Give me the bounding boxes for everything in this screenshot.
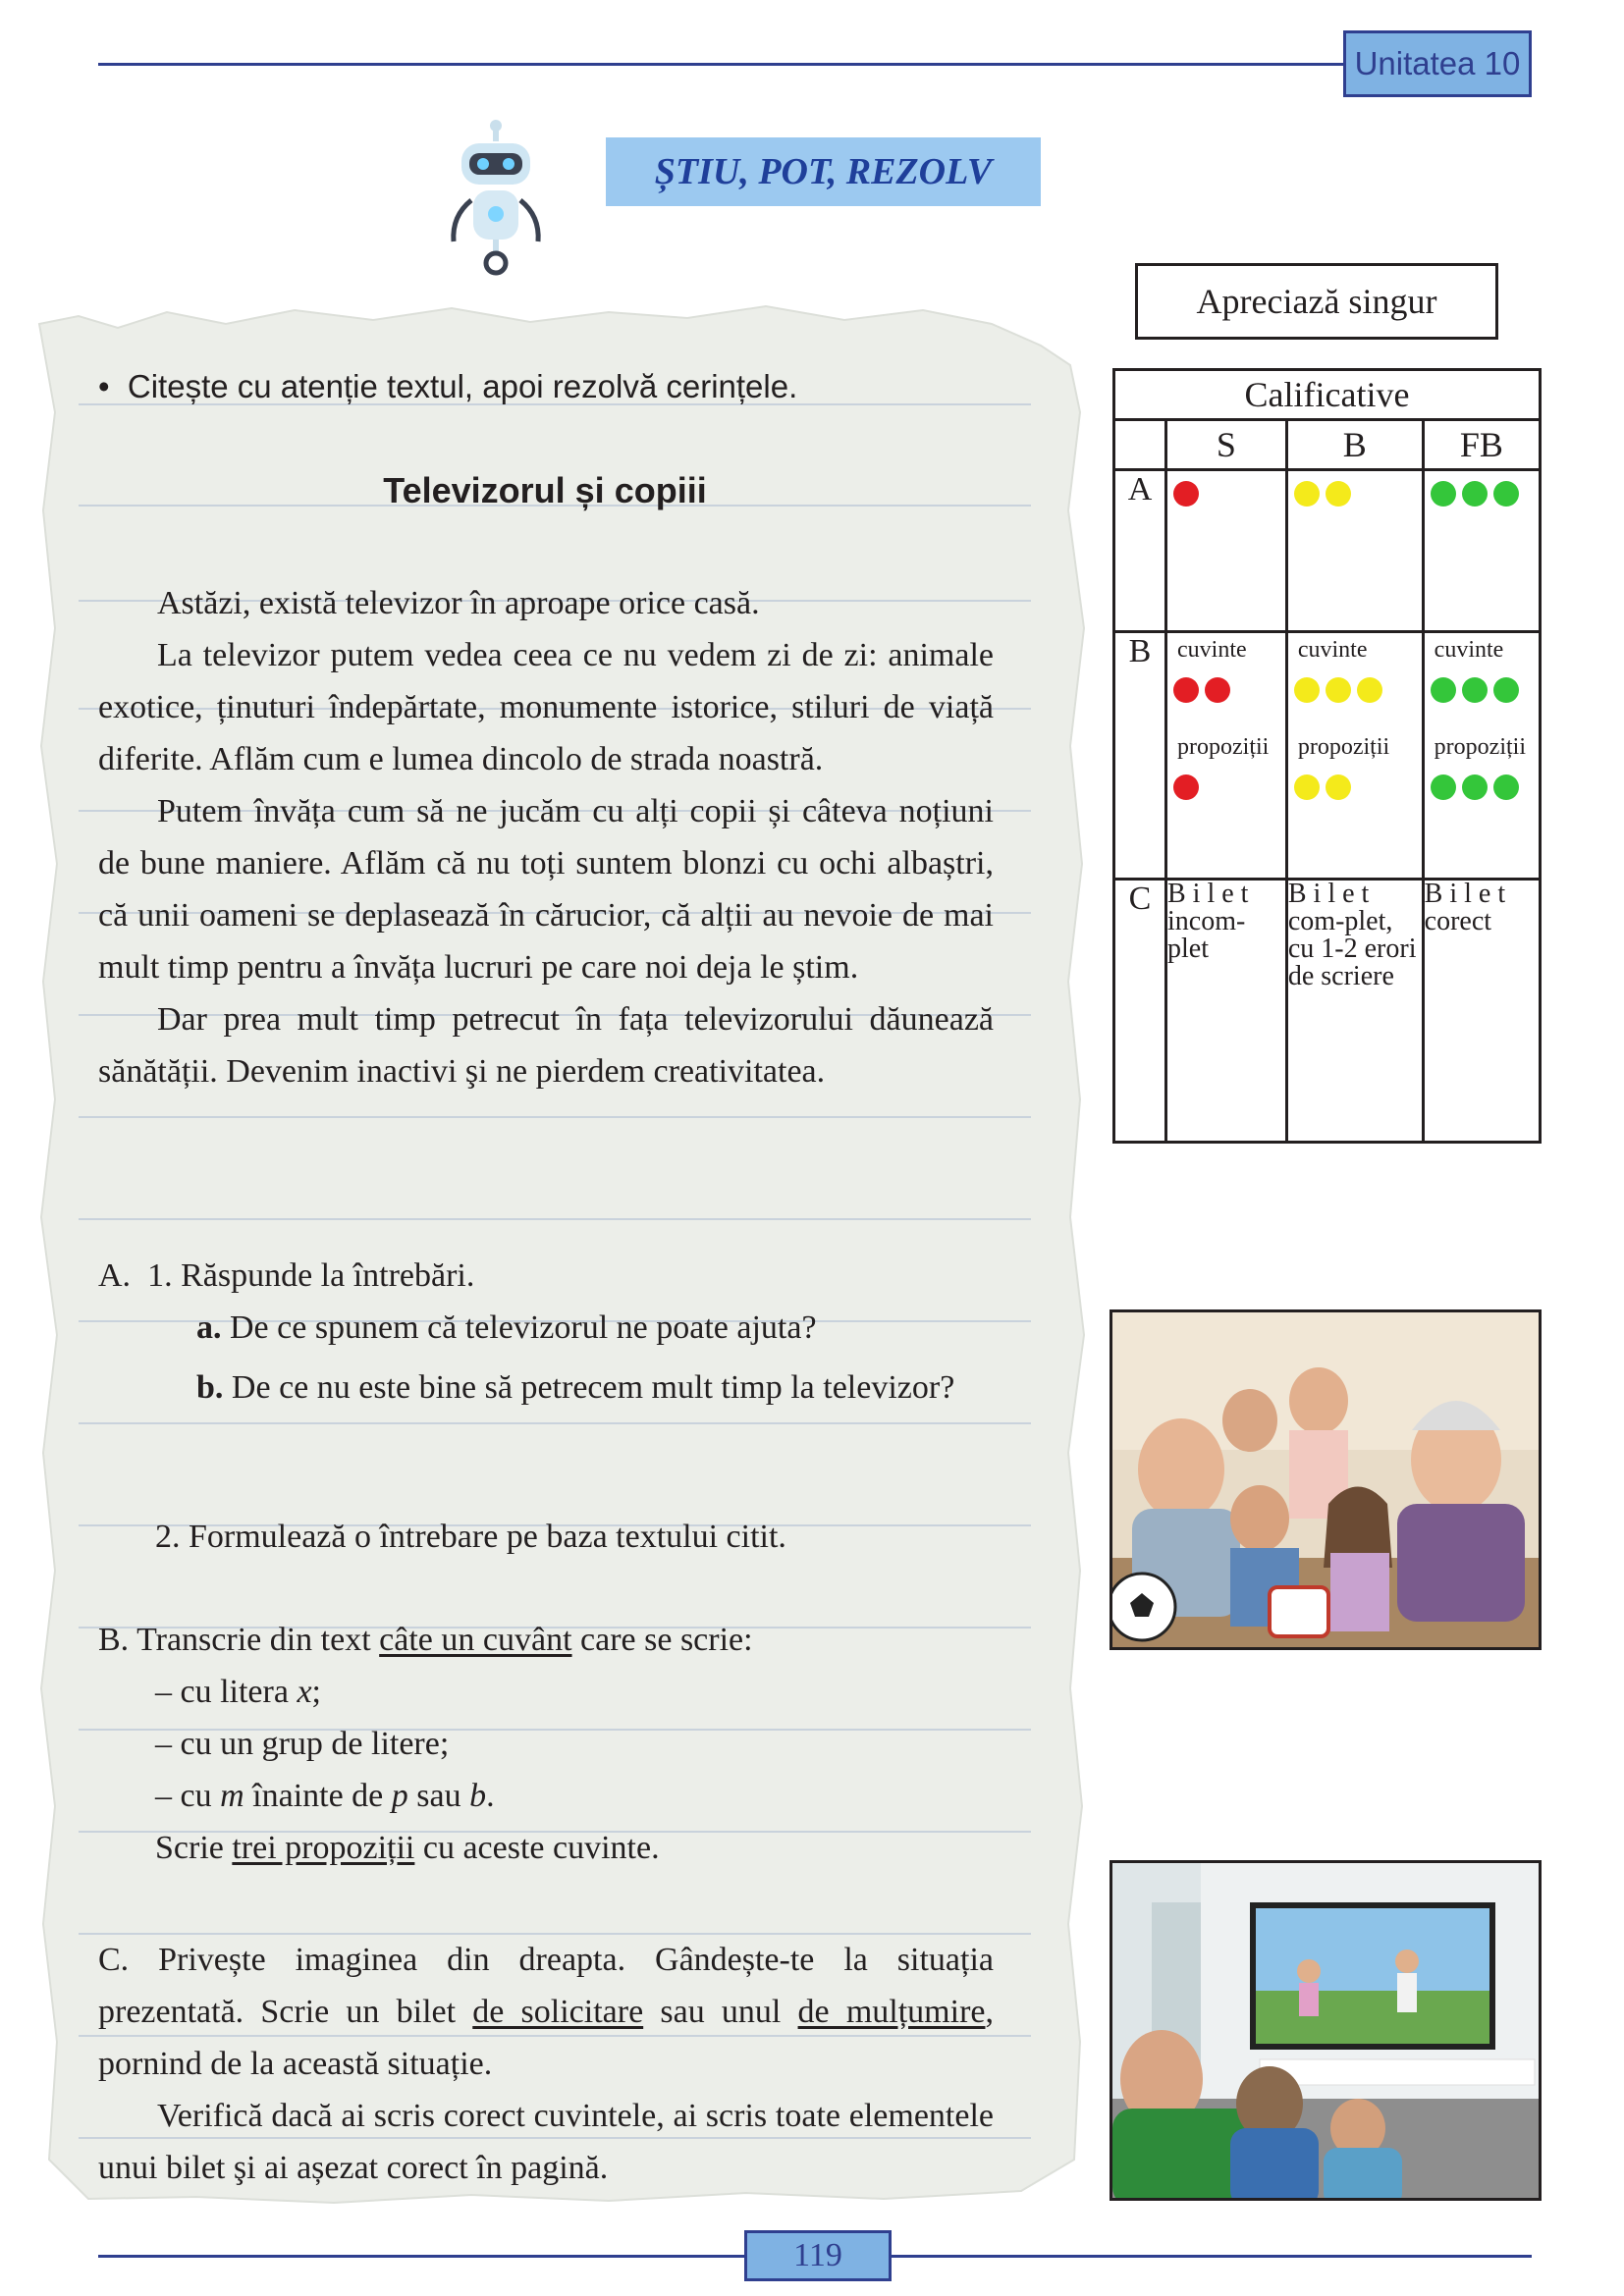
page-number: 119 — [744, 2230, 892, 2281]
green-dot — [1462, 774, 1488, 800]
task-a1a-label: a. — [196, 1309, 222, 1346]
footer-rule-right — [890, 2255, 1532, 2258]
task-b-item3-m: m — [220, 1778, 244, 1814]
row-c-label: C — [1114, 880, 1166, 1143]
row-b-label: B — [1114, 632, 1166, 880]
task-b-item-3 — [155, 1778, 495, 1815]
green-dot — [1431, 774, 1456, 800]
task-b-item3-sau: sau — [407, 1778, 470, 1814]
yellow-dot — [1357, 677, 1382, 703]
red-dot — [1173, 481, 1199, 507]
section-title: ȘTIU, POT, REZOLV — [606, 137, 1041, 206]
words-label: cuvinte — [1297, 637, 1368, 663]
row-a-b — [1286, 470, 1423, 632]
corner-cell — [1114, 420, 1166, 470]
task-b — [98, 1622, 753, 1659]
sentences-label: propoziții — [1434, 734, 1526, 760]
footer-rule-left — [98, 2255, 746, 2258]
grading-table — [1112, 368, 1542, 1144]
task-a-1a — [196, 1309, 817, 1347]
story-paragraph: Astăzi, există televizor în aproape orice casă. — [157, 585, 760, 621]
task-b-item1-letter: x — [297, 1674, 312, 1710]
row-a-label: A — [1114, 470, 1166, 632]
task-b-item-1 — [155, 1674, 321, 1711]
task-b-item3-pre: – cu — [155, 1778, 221, 1814]
task-b-item3-end: . — [486, 1778, 495, 1814]
task-c-check: Verifică dacă ai scris corect cuvintele, ai scris toate elementele unui bilet şi ai așezat corect în pagină. — [98, 2098, 994, 2186]
green-dot — [1431, 481, 1456, 507]
story-paragraph: La televizor putem vedea ceea ce nu vedem zi de zi: animale exotice, ținuturi îndepărtate, monumente istorice, stiluri de viață diferite. Aflăm cum e lumea dincolo de strada noastră. — [98, 637, 994, 777]
task-b-item1-post: ; — [311, 1674, 321, 1710]
green-dot — [1431, 677, 1456, 703]
task-c-underlined-2: de mulțumire — [797, 1994, 986, 2030]
words-label: cuvinte — [1177, 637, 1247, 663]
row-b-s — [1166, 632, 1287, 880]
sentences-label: propoziții — [1297, 734, 1390, 760]
col-b: B — [1286, 420, 1423, 470]
task-a1b-label: b. — [196, 1369, 224, 1406]
task-b-s-post: cu aceste cuvinte. — [414, 1830, 660, 1866]
task-a1-text: 1. Răspunde la întrebări. — [147, 1257, 475, 1294]
task-c-underlined-1: de solicitare — [472, 1994, 644, 2030]
green-dot — [1493, 677, 1519, 703]
yellow-dot — [1326, 774, 1351, 800]
story-text — [98, 577, 994, 1097]
task-b-sentence — [155, 1830, 660, 1867]
task-b-underlined: câte un cuvânt — [379, 1622, 572, 1658]
story-paragraph: Putem învăța cum să ne jucăm cu alți copii și câteva noțiuni de bune maniere. Aflăm că nu toți suntem blonzi cu ochi albaștri, că unii oameni se deplasează în cărucior, că alții au nevoie de mai mult timp pentru a învăța lucruri pe care noi deja le știm. — [98, 793, 994, 986]
task-b-pre: B. Transcrie din text — [98, 1622, 380, 1658]
red-dot — [1173, 677, 1199, 703]
yellow-dot — [1294, 481, 1320, 507]
unit-label: Unitatea 10 — [1343, 30, 1532, 97]
row-b-fb — [1423, 632, 1540, 880]
row-c-s: B i l e t incom-plet — [1166, 880, 1287, 1143]
task-b-post: care se scrie: — [571, 1622, 753, 1658]
task-b-item1-pre: – cu litera — [155, 1674, 298, 1710]
story-paragraph: Dar prea mult timp petrecut în fața televizorului dăunează sănătății. Devenim inactivi şi ne pierdem creativitatea. — [98, 1001, 994, 1090]
yellow-dot — [1326, 677, 1351, 703]
row-c-b: B i l e t com-plet, cu 1-2 erori de scriere — [1286, 880, 1423, 1143]
task-b-item3-mid: înainte de — [244, 1778, 392, 1814]
green-dot — [1462, 481, 1488, 507]
task-a-label: A. — [98, 1257, 132, 1294]
red-dot — [1205, 677, 1230, 703]
task-b-item3-b: b — [469, 1778, 487, 1814]
green-dot — [1493, 774, 1519, 800]
task-c-mid: sau unul — [643, 1994, 798, 2030]
task-c-post: , pornind de la această situație. — [98, 1994, 994, 2082]
self-eval-title: Apreciază singur — [1135, 263, 1498, 340]
green-dot — [1493, 481, 1519, 507]
yellow-dot — [1326, 481, 1351, 507]
sentences-label: propoziții — [1177, 734, 1270, 760]
task-b-s-pre: Scrie — [155, 1830, 233, 1866]
task-a-1 — [98, 1257, 474, 1295]
yellow-dot — [1294, 774, 1320, 800]
intro-text: Citește cu atenție textul, apoi rezolvă cerințele. — [127, 368, 798, 404]
story-title: Televizorul și copiii — [383, 470, 707, 510]
task-b-item3-p: p — [391, 1778, 408, 1814]
task-c-pre: C. Privește imaginea din dreapta. Gândește-te la situația prezentată. Scrie un bilet — [98, 1942, 994, 2030]
grading-header: Calificative — [1114, 370, 1541, 420]
yellow-dot — [1294, 677, 1320, 703]
task-a1b-text: De ce nu este bine să petrecem mult timp la televizor? — [231, 1369, 955, 1406]
task-c — [98, 1934, 994, 2090]
row-a-s — [1166, 470, 1287, 632]
family-cheering-photo — [1110, 1309, 1542, 1650]
row-a-fb — [1423, 470, 1540, 632]
intro-instruction: • Citește cu atenție textul, apoi rezolvă cerințele. — [98, 368, 798, 404]
green-dot — [1462, 677, 1488, 703]
task-b-s-underlined: trei propoziții — [232, 1830, 415, 1866]
family-watching-tv-image — [1112, 1863, 1542, 2201]
family-cheering-image — [1112, 1312, 1542, 1650]
task-a-1b — [98, 1362, 994, 1414]
row-b-b — [1286, 632, 1423, 880]
red-dot — [1173, 774, 1199, 800]
col-s: S — [1166, 420, 1287, 470]
task-b-item-2: – cu un grup de litere; — [155, 1726, 450, 1762]
family-watching-tv-photo — [1110, 1860, 1542, 2201]
row-c-fb: B i l e t corect — [1423, 880, 1540, 1143]
col-fb: FB — [1423, 420, 1540, 470]
task-a-2: 2. Formulează o întrebare pe baza textului citit. — [155, 1519, 786, 1555]
words-label: cuvinte — [1434, 637, 1504, 663]
task-a1a-text: De ce spunem că televizorul ne poate ajuta? — [230, 1309, 817, 1346]
